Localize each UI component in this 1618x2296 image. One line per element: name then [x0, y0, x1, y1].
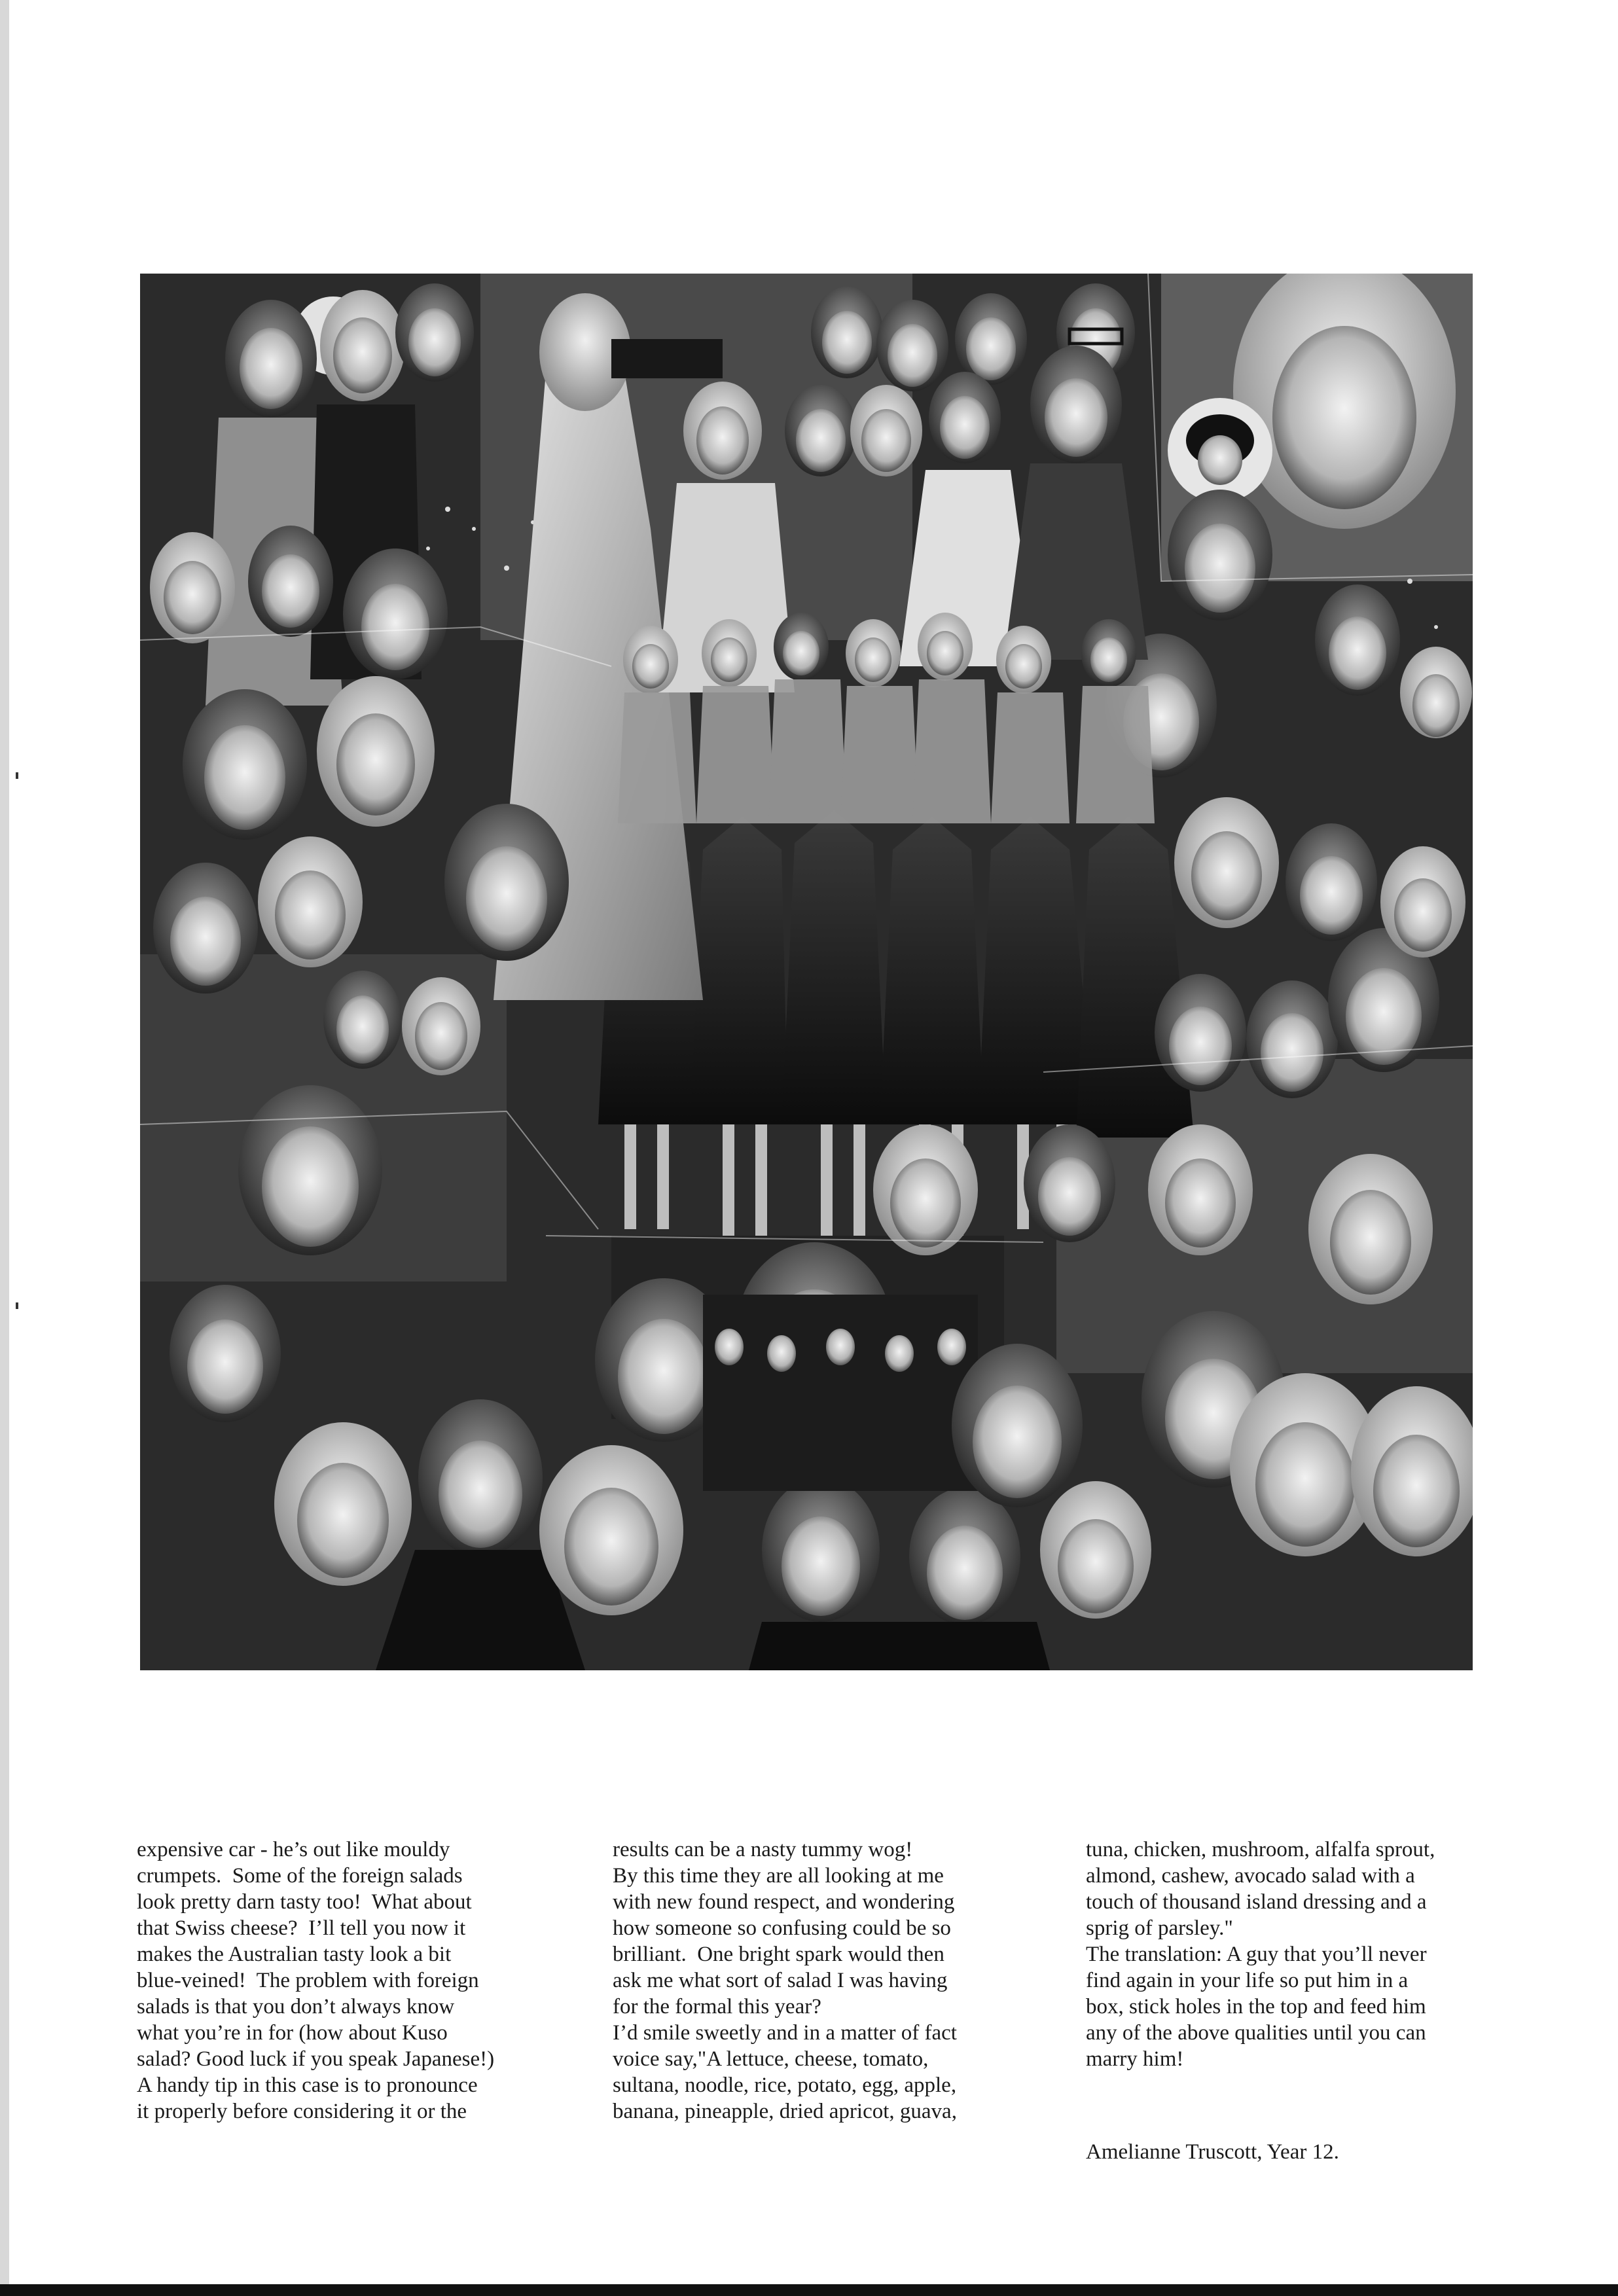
scan-mark [16, 1302, 18, 1309]
article-column-1: expensive car - he’s out like mouldy crumpets. Some of the foreign salads look pretty darn tasty too! What about that Swiss cheese? I’ll tell you now it makes the Australian tasty look a bit blue-veined! The problem with foreign salads is that you don’t always know what you’re in for (how about Kuso salad? Good luck if you speak Japanese!) A handy tip in this case is to pronounce it properly before considering it or the [137, 1838, 495, 2123]
photo-collage [140, 274, 1473, 1670]
article-column-3: tuna, chicken, mushroom, alfalfa sprout, almond, cashew, avocado salad with a touch of thousand island dressing and a sprig of parsley." The translation: A guy that you’ll never find again in your life so put him in a box, stick holes in the top and feed him any of the above qualities until you can marry him! [1086, 1838, 1435, 2071]
author-byline: Amelianne Truscott, Year 12. [1086, 2140, 1339, 2164]
page-bottom-edge [0, 2284, 1618, 2296]
page-edge [0, 0, 9, 2296]
scan-mark [16, 772, 18, 779]
article-column-2: results can be a nasty tummy wog! By this time they are all looking at me with new found respect, and wondering how someone so confusing could be so brilliant. One bright spark would then ask me what sort of salad I was having for the formal this year? I’d smile sweetly and in a matter of fact voice say,"A lettuce, cheese, tomato, sultana, noodle, rice, potato, egg, apple, banana, pineapple, dried apricot, guava, [613, 1838, 957, 2123]
